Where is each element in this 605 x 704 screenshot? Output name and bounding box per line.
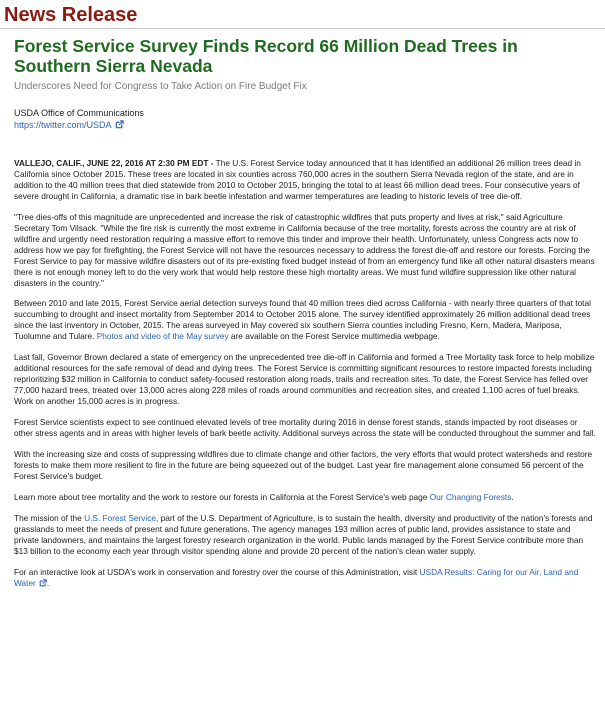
paragraph-6: With the increasing size and costs of suppressing wildfires due to climate change and other factors, the very efforts that would protect watersheds and restore forests to make them more resilient to fire in the future are being squeezed out of the budget. Last year fire management alone consumed 56 percent of the Forest Service's budget. <box>14 448 593 481</box>
paragraph-1-text: The U.S. Forest Service today announced that it has identified an additional 26 million trees dead in California since October 2015. These trees are located in six counties across 760,000 acres in the southern Sierra Nevada region of the state, and are in addition to the 40 million trees that died statewide from 2010 to October 2015, bringing the total to at least 66 million dead trees. Four consecutive years of severe drought in California, a dramatic rise in bark beetle infestation and warmer temperatures are leading to historic levels of tree die-off. <box>14 158 581 201</box>
paragraph-3-text-after: are available on the Forest Service multimedia webpage. <box>228 331 440 342</box>
headline: Forest Service Survey Finds Record 66 Million Dead Trees in Southern Sierra Nevada <box>14 36 518 76</box>
paragraph-3-text: Between 2010 and late 2015, Forest Service aerial detection surveys found that 40 million trees died across California - with nearly three quarters of that total succumbing to drought and insect mortality from September 2014 to October 2015 alone. The survey identified approximately 26 million additional dead trees since the last inventory in October, 2015. The areas surveyed in May covered six southern Sierra counties including Fresno, Kern, Madera, Mariposa, Tuolumne and Tulare. <box>14 298 591 342</box>
dateline: VALLEJO, CALIF., JUNE 22, 2016 AT 2:30 PM EDT - <box>14 158 214 168</box>
paragraph-4: Last fall, Governor Brown declared a state of emergency on the unprecedented tree die-off in California and formed a Tree Mortality task force to help mobilize additional resources for the safe removal of dead and dying trees. The Forest Service is committing significant resources to restore impacted forests including reprioritizing $32 million in California to conduct safety-focused restoration along roads, trails and recreation sites. To date, the Forest Service has felled over 77,000 hazard trees, treated over 13,000 acres along 228 miles of roads around communities and recreation sites, and created 1,100 acres of fuel breaks. Work on another 15,000 acres is in progress. <box>14 352 595 407</box>
paragraph-8 <box>14 513 597 557</box>
paragraph-5: Forest Service scientists expect to see continued elevated levels of tree mortality during 2016 in dense forest stands, stands impacted by root diseases or other stress agents and in areas with higher levels of bark beetle activity. Additional surveys across the state will be conducted throughout the summer and fall. <box>14 417 596 439</box>
survey-media-link[interactable]: Photos and video of the May survey <box>96 331 229 342</box>
paragraph-9 <box>14 567 597 590</box>
paragraph-7 <box>14 492 597 503</box>
article-body <box>14 158 597 590</box>
news-release-banner: News Release <box>4 4 138 26</box>
subheadline: Underscores Need for Congress to Take Action on Fire Budget Fix <box>14 81 307 92</box>
paragraph-9-text: For an interactive look at USDA's work in conservation and forestry over the course of this Administration, visit <box>14 566 420 577</box>
banner-divider <box>0 28 605 29</box>
our-changing-forests-link[interactable]: Our Changing Forests <box>429 491 512 502</box>
twitter-link-row[interactable] <box>14 119 144 132</box>
paragraph-1 <box>14 158 597 202</box>
paragraph-2: "Tree dies-offs of this magnitude are unprecedented and increase the risk of catastrophic wildfires that puts property and lives at risk," said Agriculture Secretary Tom Vilsack. "While the fire risk is currently the most extreme in California because of the tree mortality, forests across the country are at risk of wildfire and urgently need restoration requiring a massive effort to remove this tinder and improve their health. Unfortunately, unless Congress acts now to address how we pay for firefighting, the Forest Service will not have the resources necessary to address the forest die-off and restore our forests. Forcing the Forest Service to pay for massive wildfire disasters out of its pre-existing fixed budget instead of from an emergency fund like all other natural disasters means there is not enough money left to do the very work that would help restore these high mortality areas. We must fund wildfire suppression like other natural disasters in the country." <box>14 211 595 288</box>
paragraph-9-text-after: . <box>46 577 50 588</box>
paragraph-8-text: The mission of the <box>14 512 85 523</box>
paragraph-8-text-after: , part of the U.S. Department of Agriculture, is to sustain the health, diversity and productivity of the nation's forests and grasslands to meet the needs of present and future generations. The agency manages 193 million acres of public land, provides assistance to state and private landowners, and maintains the largest forestry research organization in the world. Public lands managed by the Forest Service contribute more than $13 billion to the economy each year through visitor spending alone and provide 20 percent of the nation's clean water supply. <box>14 512 593 556</box>
office-name: USDA Office of Communications <box>14 108 144 118</box>
usda-results-link[interactable]: USDA Results: Caring for our Air, Land and Water <box>14 566 579 588</box>
source-block <box>14 107 144 132</box>
paragraph-7-text-after: . <box>511 491 514 502</box>
twitter-link[interactable]: https://twitter.com/USDA <box>14 120 112 130</box>
forest-service-link[interactable]: U.S. Forest Service <box>84 512 157 523</box>
external-link-icon[interactable] <box>115 120 124 132</box>
external-link-icon[interactable] <box>39 577 50 590</box>
paragraph-7-text: Learn more about tree mortality and the work to restore our forests in California at the Forest Service's web page <box>14 491 430 502</box>
paragraph-3 <box>14 298 597 342</box>
